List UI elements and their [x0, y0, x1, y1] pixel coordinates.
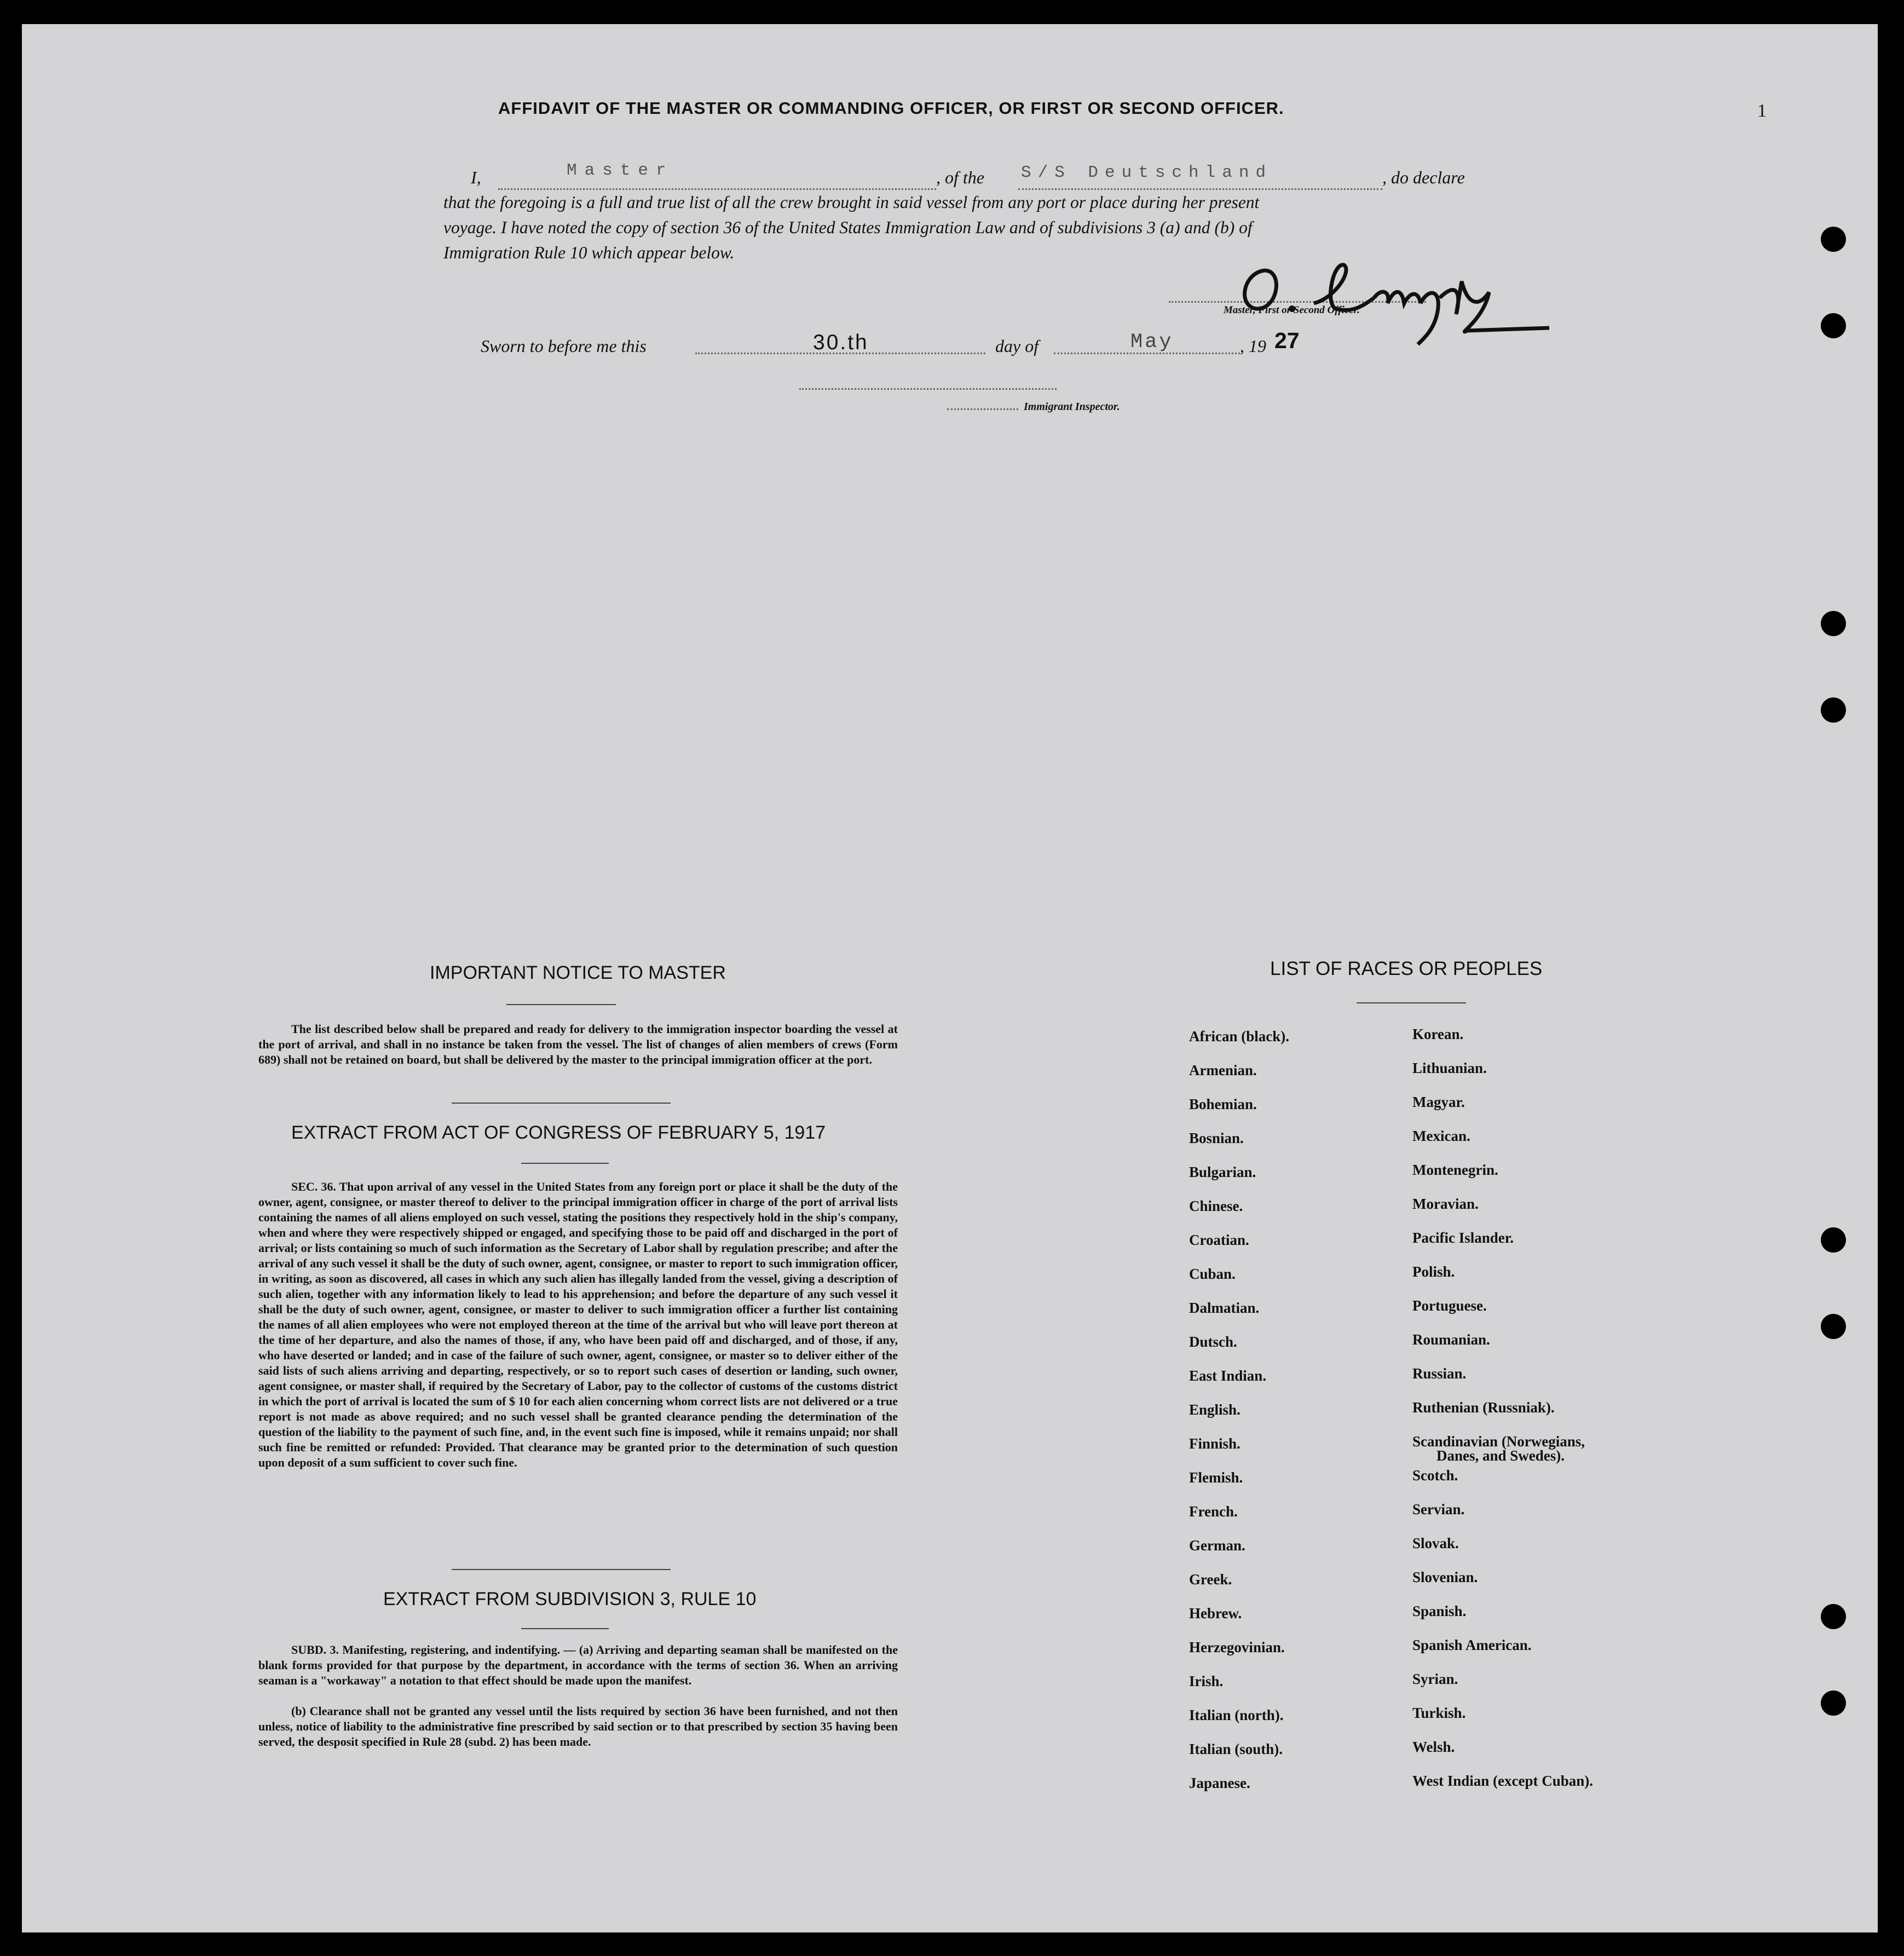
sworn-label: Sworn to before me this: [481, 336, 647, 356]
race-item: Chinese.: [1189, 1198, 1243, 1214]
race-item: Dalmatian.: [1189, 1300, 1260, 1316]
race-item: Cuban.: [1189, 1266, 1236, 1282]
race-item: German.: [1189, 1537, 1245, 1554]
punch-hole: [1821, 227, 1846, 252]
month-field: May: [1130, 331, 1174, 354]
race-item: Italian (north).: [1189, 1707, 1284, 1723]
race-item: Spanish American.: [1412, 1637, 1532, 1653]
i-label: I,: [471, 168, 481, 187]
corner-mark: 1: [1757, 101, 1767, 121]
year-prefix: , 19: [1240, 336, 1266, 356]
race-item: Dutsch.: [1189, 1334, 1237, 1350]
race-item: Slovenian.: [1412, 1569, 1478, 1585]
race-item: Servian.: [1412, 1501, 1465, 1518]
punch-hole: [1821, 611, 1846, 636]
race-item: Syrian.: [1412, 1671, 1458, 1687]
race-item: Hebrew.: [1189, 1605, 1242, 1622]
notice-title: IMPORTANT NOTICE TO MASTER: [430, 962, 726, 983]
extract-rule-text-b: (b) Clearance shall not be granted any vessel until the lists required by section 36 have been furnished, and not then unless, notice of liability to the administrative fine prescribed by said section or to that prescribed by section 35 having been served, the desposit specified in Rule 28 (subd. 2) has been made.: [258, 1704, 898, 1749]
affidavit-line-2: that the foregoing is a full and true list of all the crew brought in said vessel from any port or place during her present: [443, 193, 1260, 212]
race-item: Italian (south).: [1189, 1741, 1283, 1757]
punch-hole: [1821, 1604, 1846, 1629]
race-item: Irish.: [1189, 1673, 1224, 1689]
race-item: Croatian.: [1189, 1232, 1249, 1248]
race-item: West Indian (except Cuban).: [1412, 1773, 1594, 1789]
race-item: Roumanian.: [1412, 1331, 1490, 1348]
race-item: Flemish.: [1189, 1469, 1243, 1486]
races-title: LIST OF RACES OR PEOPLES: [1270, 958, 1543, 979]
day-of-label: day of: [995, 336, 1039, 356]
punch-hole: [1821, 1314, 1846, 1339]
affidavit-line-3: voyage. I have noted the copy of section 36 of the United States Immigration Law and of subdivisions 3 (a) and (b) of: [443, 218, 1253, 237]
extract-rule-text-a: SUBD. 3. Manifesting, registering, and indentifying. — (a) Arriving and departing seaman shall be manifested on the blank forms provided for that purpose by the department, in accordance with the terms of section 36. When an arriving seaman is a "workaway" a notation to that effect should be made upon the manifest.: [258, 1643, 898, 1687]
race-item: Danes, and Swedes).: [1436, 1447, 1565, 1464]
race-item: Armenian.: [1189, 1062, 1257, 1078]
race-item: English.: [1189, 1401, 1241, 1418]
race-item: Japanese.: [1189, 1775, 1250, 1791]
race-item: Turkish.: [1412, 1705, 1466, 1721]
of-the-label: , of the: [936, 168, 984, 187]
race-item: Bohemian.: [1189, 1096, 1257, 1112]
race-item: East Indian.: [1189, 1368, 1267, 1384]
affidavit-title: AFFIDAVIT OF THE MASTER OR COMMANDING OFFICER, OR FIRST OR SECOND OFFICER.: [498, 99, 1284, 118]
race-item: Greek.: [1189, 1571, 1232, 1588]
race-item: French.: [1189, 1503, 1238, 1520]
race-item: Welsh.: [1412, 1739, 1455, 1755]
race-item: Herzegovinian.: [1189, 1639, 1285, 1655]
race-item: Spanish.: [1412, 1603, 1467, 1619]
race-item: Ruthenian (Russniak).: [1412, 1399, 1555, 1416]
race-item: Mexican.: [1412, 1128, 1470, 1144]
extract-act-title: EXTRACT FROM ACT OF CONGRESS OF FEBRUARY 5, 1917: [291, 1122, 826, 1143]
race-item: Moravian.: [1412, 1196, 1479, 1212]
race-item: Portuguese.: [1412, 1297, 1487, 1314]
race-item: Korean.: [1412, 1026, 1464, 1042]
do-declare-label: , do declare: [1382, 168, 1465, 187]
notice-text: The list described below shall be prepared and ready for delivery to the immigration inspector boarding the vessel at the port of arrival, and shall in no instance be taken from the vessel. The list of changes of alien members of crews (Form 689) shall not be retained on board, but shall be delivered by the master to the principal immigration officer at the port.: [258, 1022, 898, 1066]
punch-hole: [1821, 697, 1846, 723]
race-item: Slovak.: [1412, 1535, 1459, 1551]
race-item: Scandinavian (Norwegians,: [1412, 1433, 1585, 1450]
extract-rule-title: EXTRACT FROM SUBDIVISION 3, RULE 10: [383, 1589, 757, 1609]
race-item: African (black).: [1189, 1028, 1289, 1045]
affidavit-line-4: Immigration Rule 10 which appear below.: [443, 243, 735, 262]
signature-caption: Master, First or Second Officer.: [1224, 304, 1360, 316]
vessel-field: S/S Deutschland: [1021, 163, 1273, 182]
race-item: Russian.: [1412, 1365, 1467, 1382]
year-field: 27: [1274, 328, 1300, 353]
race-item: Bosnian.: [1189, 1130, 1244, 1146]
race-item: Finnish.: [1189, 1435, 1241, 1452]
race-item: Polish.: [1412, 1263, 1455, 1280]
day-field: 30.th: [813, 331, 869, 354]
master-field: Master: [567, 161, 674, 180]
inspector-caption: Immigrant Inspector.: [1024, 401, 1120, 413]
race-item: Bulgarian.: [1189, 1164, 1256, 1180]
extract-act-text: SEC. 36. That upon arrival of any vessel in the United States from any foreign port or place it shall be the duty of the owner, agent, consignee, or master thereof to deliver to the principal immigration officer in charge of the port of arrival lists containing the names of all aliens employed on such vessel, stating the positions they respectively hold in the ship's company, when and where they were respectively shipped or engaged, and specifying those to be paid off and discharged in the port of arrival; or lists containing so much of such information as the Secretary of Labor shall by regulation prescribe; and after the arrival of any such vessel it shall be the duty of such owner, agent, consignee, or master to report to such immigration officer, in writing, as soon as discovered, all cases in which any such alien has illegally landed from the vessel, giving a description of such alien, together with any information likely to lead to his apprehension; and before the departure of any such vessel it shall be the duty of such owner, agent, consignee, or master to deliver to such immigration officer a further list containing the names of all alien employees who were not employed thereon at the time of the arrival but who will leave port thereon at the time of her departure, and also the names of those, if any, who have been paid off and discharged, and of those, if any, who have deserted or landed; and in case of the failure of such owner, agent, consignee, or master so to deliver either of the said lists of such aliens arriving and departing, respectively, or so to report such cases of desertion or landing, such owner, agent consignee, or master shall, if required by the Secretary of Labor, pay to the collector of customs of the customs district in which the port of arrival is located the sum of $ 10 for each alien concerning whom correct lists are not delivered or a true report is not made as above required; and no such vessel shall be granted clearance pending the determination of the question of the liability to the payment of such fine, and, in the event such fine is imposed, while it remains unpaid; nor shall such fine be remitted or refunded: Provided. That clearance may be granted prior to the determination of such question upon deposit of a sum sufficient to cover such fine.: [258, 1180, 898, 1469]
race-item: Montenegrin.: [1412, 1162, 1498, 1178]
punch-hole: [1821, 313, 1846, 338]
punch-hole: [1821, 1227, 1846, 1253]
race-item: Lithuanian.: [1412, 1060, 1487, 1076]
race-item: Scotch.: [1412, 1467, 1458, 1484]
document-page: [22, 24, 1878, 1932]
race-item: Pacific Islander.: [1412, 1230, 1514, 1246]
race-item: Magyar.: [1412, 1094, 1465, 1110]
punch-hole: [1821, 1690, 1846, 1716]
